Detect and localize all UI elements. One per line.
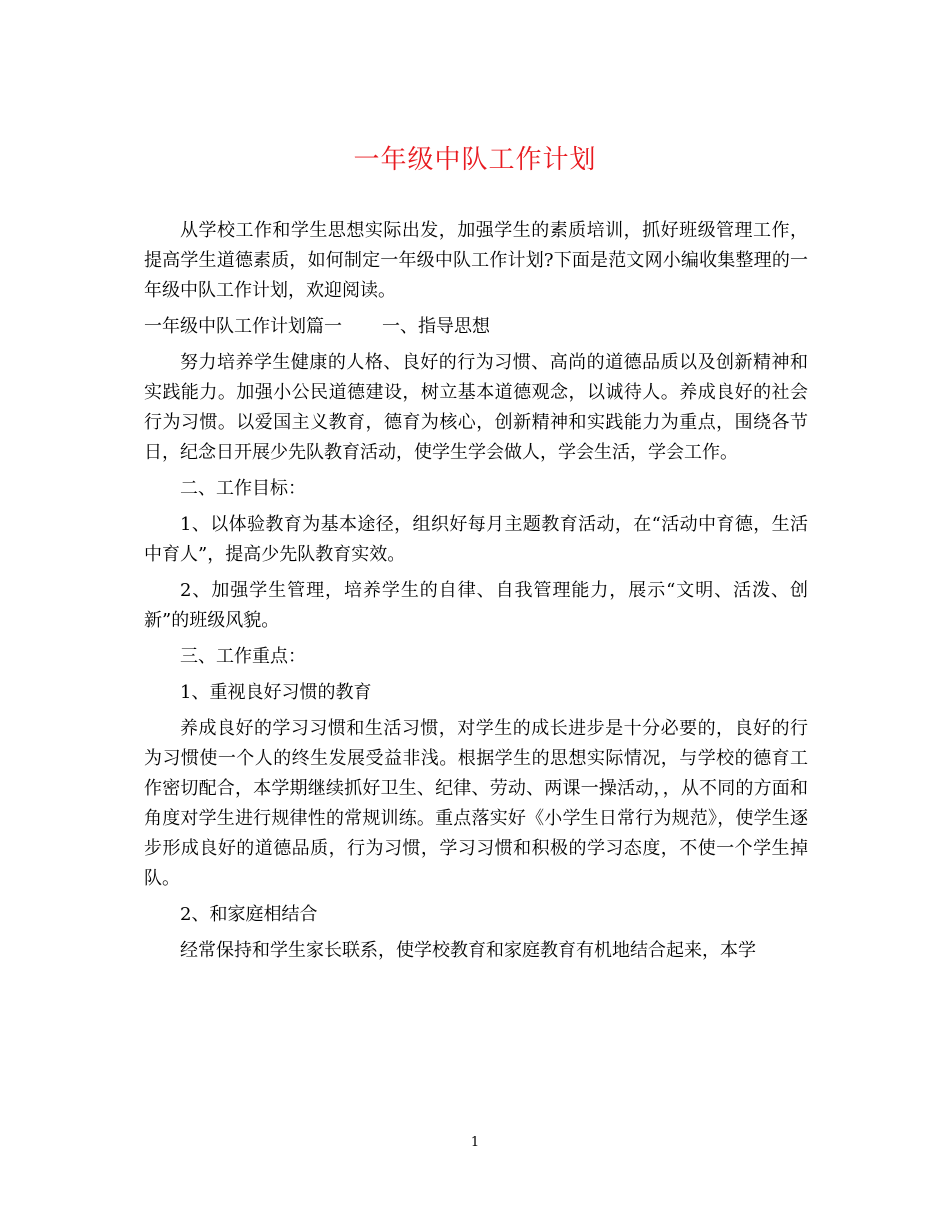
goals-heading: 二、工作目标： [180,478,306,499]
focus-item-2-heading: 2、和家庭相结合 [180,904,318,925]
focus-item-2-paragraph: 经常保持和学生家长联系，使学校教育和家庭教育有机地结合起来，本学 [180,940,756,961]
section-heading-subtitle: 一、指导思想 [382,316,490,337]
page-number: 1 [470,1135,480,1150]
section-heading-title: 一年级中队工作计划篇一 [144,316,342,337]
focus-heading: 三、工作重点： [180,646,306,667]
intro-paragraph: 从学校工作和学生思想实际出发，加强学生的素质培训，抓好班级管理工作，提高学生道德素质，如何制定一年级中队工作计划?下面是范文网小编收集整理的一年级中队工作计划，欢迎阅读。 [144,220,808,301]
focus-item-1-heading: 1、重视良好习惯的教育 [180,682,372,703]
section-heading [144,312,808,342]
document-body [144,216,808,972]
goal-item-1: 1、以体验教育为基本途径，组织好每月主题教育活动，在“活动中育德，生活中育人”，提高少先队教育实效。 [144,514,808,565]
focus-item-1-paragraph: 养成良好的学习习惯和生活习惯，对学生的成长进步是十分必要的，良好的行为习惯使一个人的终生发展受益非浅。根据学生的思想实际情况，与学校的德育工作密切配合，本学期继续抓好卫生、纪律、劳动、两课一操活动，，从不同的方面和角度对学生进行规律性的常规训练。重点落实好《小学生日常行为规范》，使学生逐步形成良好的道德品质，行为习惯，学习习惯和积极的学习态度，不使一个学生掉队。 [144,718,808,889]
document-title: 一年级中队工作计划 [353,145,597,175]
guiding-thought-paragraph: 努力培养学生健康的人格、良好的行为习惯、高尚的道德品质以及创新精神和实践能力。加强小公民道德建设，树立基本道德观念，以诚待人。养成良好的社会行为习惯。以爱国主义教育，德育为核心，创新精神和实践能力为重点，围绕各节日，纪念日开展少先队教育活动，使学生学会做人，学会生活，学会工作。 [144,352,808,463]
goal-item-2: 2、加强学生管理，培养学生的自律、自我管理能力，展示“文明、活泼、创新”的班级风貌。 [144,580,808,631]
